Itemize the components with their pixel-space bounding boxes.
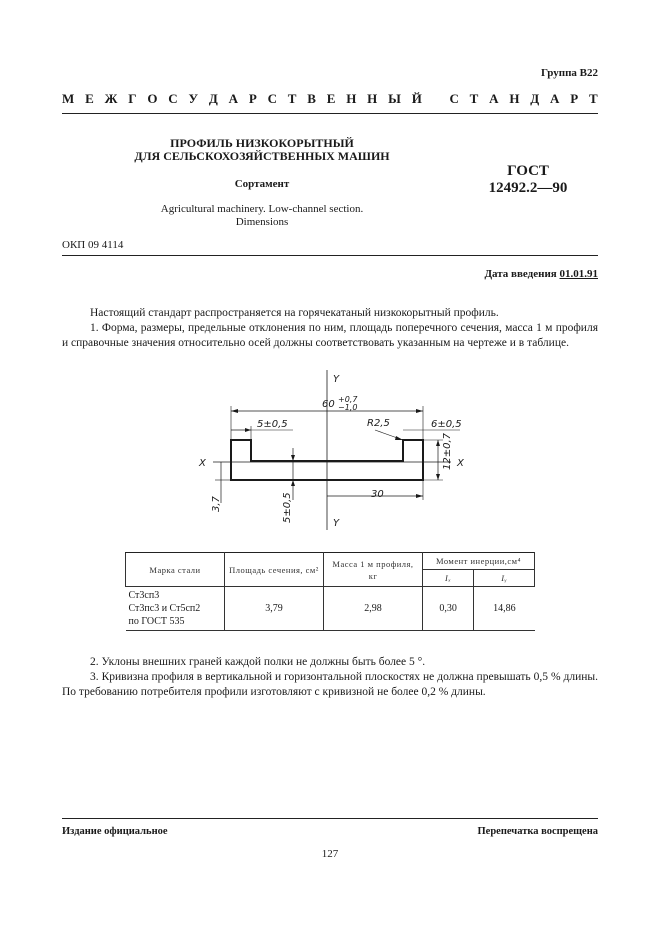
cell-iy: 14,86 <box>474 587 535 631</box>
banner-letter: Ы <box>388 91 401 106</box>
introduction-date <box>380 268 598 280</box>
banner-letter: Д <box>208 91 218 106</box>
height-dimension: 12±0,7 <box>442 432 453 470</box>
half-width-dimension: 30 <box>371 489 384 500</box>
okp-rule <box>62 255 598 256</box>
centroid-dimension: 3,7 <box>211 496 222 512</box>
banner-letter: Ж <box>104 91 118 106</box>
banner-letter: С <box>267 91 277 106</box>
banner-letter: Й <box>411 91 422 106</box>
banner-letter: М <box>62 91 75 106</box>
top-rule <box>62 113 598 114</box>
paragraph-scope: Настоящий стандарт распространяется на горячекатаный низкокорытный профиль. <box>90 307 499 319</box>
header-area: Площадь сечения, см² <box>225 553 324 587</box>
header-iy: Iᵧ <box>474 570 535 587</box>
group-label: Группа В22 <box>540 67 598 79</box>
banner-letter: С <box>449 91 459 106</box>
width-dimension: 60 <box>322 399 335 410</box>
axis-y-label-top: Y <box>333 374 340 385</box>
cell-area: 3,79 <box>225 587 324 631</box>
radius-label: R2,5 <box>367 418 390 429</box>
banner-letter: Г <box>128 91 137 106</box>
paragraph-1: 1. Форма, размеры, предельные отклонения по ним, площадь поперечного сечения, масса 1 м профиля и справочные значения относительно осей должны соответствовать указанным на чертеже и в таблице. <box>62 322 598 349</box>
page-number: 127 <box>321 848 339 860</box>
banner-letter <box>433 91 439 107</box>
steel-line-3: по ГОСТ 535 <box>128 616 185 627</box>
axis-x-label-left: X <box>199 458 206 469</box>
document-subtitle: Сортамент <box>234 178 290 190</box>
banner-letter: Е <box>326 91 336 106</box>
banner-letter: А <box>489 91 499 106</box>
date-value: 01.01.91 <box>559 268 598 280</box>
width-tolerance-lower: −1,0 <box>338 403 358 412</box>
footer-official-edition: Издание официальное <box>62 826 168 837</box>
paragraph-3: 3. Кривизна профиля в вертикальной и горизонтальной плоскостях не должна превышать 0,5 % длины. По требованию потребителя профили изготовляют с кривизной не более 0,2 % длины. <box>62 671 598 698</box>
okp-code: ОКП 09 4114 <box>62 239 124 251</box>
title-line-2: ДЛЯ СЕЛЬСКОХОЗЯЙСТВЕННЫХ МАШИН <box>134 149 390 163</box>
banner-letter: У <box>188 91 199 106</box>
header-ix: Iₓ <box>423 570 474 587</box>
banner-letter: А <box>228 91 238 106</box>
banner-letter: Р <box>248 91 257 106</box>
gost-label: ГОСТ <box>507 163 549 179</box>
cell-mass: 2,98 <box>324 587 423 631</box>
paragraph-2: 2. Уклоны внешних граней каждой полки не должны быть более 5 °. <box>90 656 426 668</box>
table-row <box>126 587 535 631</box>
banner-letter: Н <box>346 91 357 106</box>
standard-banner <box>62 91 598 107</box>
banner-letter: Д <box>530 91 540 106</box>
specification-table <box>125 552 535 631</box>
profile-drawing <box>195 368 485 536</box>
english-line-2: Dimensions <box>235 216 289 228</box>
document-title <box>100 137 424 163</box>
english-title <box>100 203 424 229</box>
axis-y-label-bottom: Y <box>333 518 340 529</box>
width-tolerance-upper: +0,7 <box>338 395 358 404</box>
header-steel: Марка стали <box>126 553 225 587</box>
web-thickness-dimension: 5±0,5 <box>282 492 293 523</box>
english-line-1: Agricultural machinery. Low-channel section. <box>160 203 364 215</box>
cell-steel <box>126 587 225 631</box>
banner-letter: Т <box>287 91 297 106</box>
banner-letter: В <box>307 91 316 106</box>
banner-letter: А <box>550 91 560 106</box>
banner-letter: С <box>168 91 178 106</box>
footer-reprint-notice: Перепечатка воспрещена <box>477 826 598 837</box>
banner-letter: Т <box>469 91 479 106</box>
title-line-1: ПРОФИЛЬ НИЗКОКОРЫТНЫЙ <box>170 136 354 150</box>
header-moment: Момент инерции,см⁴ <box>423 553 535 570</box>
steel-line-2: Ст3пс3 и Ст5сп2 <box>128 603 201 614</box>
gost-designation <box>468 163 588 197</box>
flange-dimension: 6±0,5 <box>431 419 462 430</box>
footer-rule <box>62 818 598 819</box>
banner-letter: Т <box>589 91 598 106</box>
header-mass: Масса 1 м профиля, кг <box>324 553 423 587</box>
steel-line-1: Ст3сп3 <box>128 590 160 601</box>
axis-x-label-right: X <box>457 458 464 469</box>
cell-ix: 0,30 <box>423 587 474 631</box>
inner-dimension: 5±0,5 <box>257 419 288 430</box>
banner-letter: О <box>147 91 158 106</box>
banner-letter: Е <box>85 91 94 106</box>
banner-letter: Н <box>509 91 520 106</box>
banner-letter: Р <box>570 91 579 106</box>
banner-letter: Н <box>367 91 378 106</box>
date-label: Дата введения <box>484 268 557 280</box>
gost-number: 12492.2—90 <box>488 180 568 196</box>
